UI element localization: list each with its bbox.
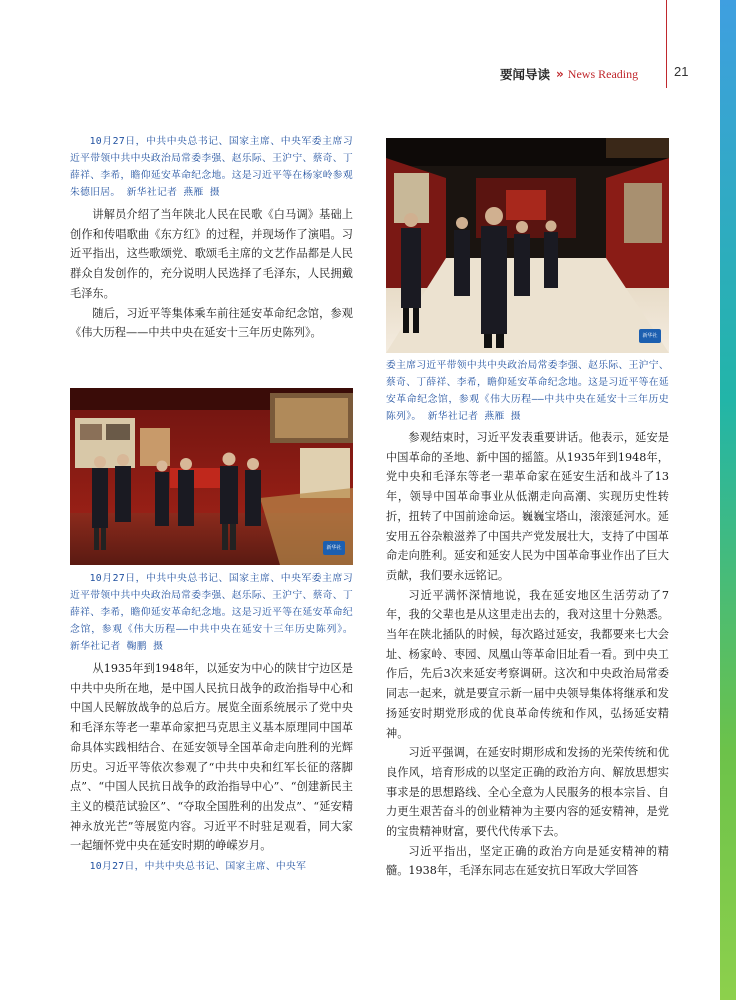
paragraph: 讲解员介绍了当年陕北人民在民歌《白马调》基础上创作和传唱歌曲《东方红》的过程，并现场作了演唱。习近平指出，这些歌颂党、歌颂毛主席的文艺作品都是人民群众自发创作的，充分说明人民选择了毛泽东，人民拥戴毛泽东。	[70, 208, 353, 300]
paragraph: 从1935年到1948年，以延安为中心的陕甘宁边区是中共中央所在地，是中国人民抗日战争的政治指导中心和中国人民解放战争的总后方。展览全面系统展示了党中央和毛泽东等老一辈革命家把马克思主义基本原理同中国革命具体实践相结合、在延安领导全国革命走向胜利的光辉历史。习近平等依次参观了“中共中央和红军长征的落脚点”、“中国人民抗日战争的政治指导中心”、“创建新民主主义的模范试验区”、“夺取全国胜利的出发点”、“延安精神永放光芒”等展览内容。习近平不时驻足观看，同大家一起缅怀党中央在延安时期的峥嵘岁月。	[70, 662, 353, 853]
article-body	[70, 659, 353, 856]
right-column	[386, 357, 669, 881]
left-column	[70, 133, 353, 343]
exhibition-photo-left	[70, 388, 353, 565]
section-title: 要闻导读	[500, 67, 551, 82]
section-header	[500, 64, 700, 84]
exhibition-photo-right	[386, 138, 669, 353]
xinhua-logo: 新华社	[323, 541, 345, 555]
sidebar-color-bar	[720, 0, 736, 1000]
page-number: 21	[674, 64, 689, 79]
photo-caption: 10月27日，中共中央总书记、国家主席、中央军委主席习近平带领中共中央政治局常委李强、赵乐际、王沪宁、蔡奇、丁薛祥、李希，瞻仰延安革命纪念地。这是习近平等在延安革命纪念馆，参观《伟大历程——中共中央在延安十三年历史陈列》。 新华社记者 鞠鹏 摄	[70, 573, 353, 652]
xinhua-logo: 新华社	[639, 329, 661, 343]
photo-image	[386, 138, 669, 353]
section-english-title: News Reading	[567, 66, 639, 81]
article-body	[70, 205, 353, 343]
double-arrow-icon: »	[556, 67, 564, 81]
paragraph: 参观结束时，习近平发表重要讲话。他表示，延安是中国革命的圣地、新中国的摇篮。从1935年到1948年，党中央和毛泽东等老一辈革命家在延安生活和战斗了13年，领导中国革命事业从低潮走向高潮、实现历史性转折，扭转了中国前途命运。巍巍宝塔山，滚滚延河水。延安用五谷杂粮滋养了中国共产党发展壮大，支持了中国革命走向胜利。延安和延安人民为中国革命事业作出了巨大贡献，我们要永远铭记。	[386, 431, 669, 582]
photo-caption: 10月27日，中共中央总书记、国家主席、中央军委主席习近平带领中共中央政治局常委李强、赵乐际、王沪宁、蔡奇、丁薛祥、李希，瞻仰延安革命纪念地。这是习近平等在杨家岭参观朱德旧居。 新华社记者 燕雁 摄	[70, 136, 353, 198]
article-body	[386, 428, 669, 881]
paragraph: 习近平强调，在延安时期形成和发扬的光荣传统和优良作风，培育形成的以坚定正确的政治方向、解放思想实事求是的思想路线、全心全意为人民服务的根本宗旨、自力更生艰苦奋斗的创业精神为主要内容的延安精神，是党的宝贵精神财富，要代代传承下去。	[386, 746, 669, 839]
photo-caption: 委主席习近平带领中共中央政治局常委李强、赵乐际、王沪宁、蔡奇、丁薛祥、李希，瞻仰延安革命纪念地。这是习近平等在延安革命纪念馆，参观《伟大历程——中共中央在延安十三年历史陈列》。 新华社记者 燕雁 摄	[386, 360, 669, 422]
photo-image	[70, 388, 353, 565]
left-column-lower	[70, 570, 353, 875]
paragraph: 习近平满怀深情地说，我在延安地区生活劳动了7年，我的父辈也是从这里走出去的，我对这里十分熟悉。当年在陕北插队的时候，每次路过延安，我都要来七大会址、杨家岭、枣园、凤凰山等革命旧址看一看。到中央工作后，先后3次来延安考察调研。这次和中央政治局常委同志一起来，就是要宣示新一届中央领导集体将继承和发扬延安时期党形成的优良革命传统和作风，弘扬延安精神。	[386, 588, 669, 740]
photo-caption: 10月27日，中共中央总书记、国家主席、中央军	[89, 861, 307, 873]
paragraph: 习近平指出，坚定正确的政治方向是延安精神的精髓。1938年，毛泽东同志在延安抗日军政大学回答	[386, 844, 669, 878]
paragraph: 随后，习近平等集体乘车前往延安革命纪念馆，参观《伟大历程——中共中央在延安十三年历史陈列》。	[70, 306, 353, 340]
